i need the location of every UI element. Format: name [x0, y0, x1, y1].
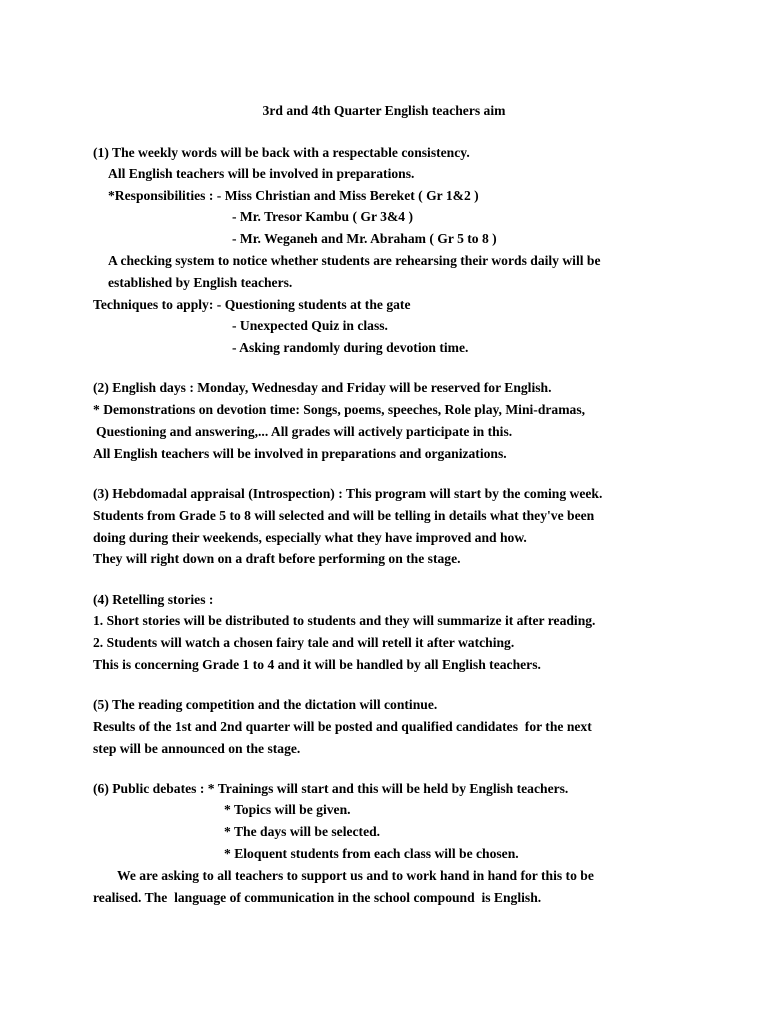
section3-line: Students from Grade 5 to 8 will selected and will be telling in details what they've been: [93, 508, 595, 523]
section5-line: Results of the 1st and 2nd quarter will be posted and qualified candidates for the next: [93, 719, 592, 734]
section6-item: * Eloquent students from each class will be chosen.: [224, 846, 519, 861]
closing-line: realised. The language of communication in the school compound is English.: [93, 890, 542, 905]
section3-line: doing during their weekends, especially what they have improved and how.: [93, 530, 527, 545]
section5-heading: (5) The reading competition and the dictation will continue.: [93, 697, 438, 712]
closing-line: We are asking to all teachers to support us and to work hand in hand for this to be: [117, 868, 594, 883]
document-title: 3rd and 4th Quarter English teachers aim: [262, 103, 506, 118]
section2-heading: (2) English days : Monday, Wednesday and Friday will be reserved for English.: [93, 380, 552, 395]
section1-responsibilities: *Responsibilities : - Miss Christian and Miss Bereket ( Gr 1&2 ): [108, 188, 479, 203]
section6-heading: (6) Public debates : * Trainings will start and this will be held by English teachers.: [93, 781, 569, 796]
section2-line: * Demonstrations on devotion time: Songs, poems, speeches, Role play, Mini-dramas,: [93, 402, 586, 417]
section3-heading: (3) Hebdomadal appraisal (Introspection) : This program will start by the coming week.: [93, 486, 603, 501]
section4-line: This is concerning Grade 1 to 4 and it will be handled by all English teachers.: [93, 657, 541, 672]
section1-heading: (1) The weekly words will be back with a respectable consistency.: [93, 145, 470, 160]
section1-techniques: Techniques to apply: - Questioning students at the gate: [93, 297, 411, 312]
section2-line: All English teachers will be involved in preparations and organizations.: [93, 446, 507, 461]
section6-item: * Topics will be given.: [224, 802, 351, 817]
section1-technique-item: - Unexpected Quiz in class.: [232, 318, 388, 333]
section1-responsibility-item: - Mr. Weganeh and Mr. Abraham ( Gr 5 to 8 ): [232, 231, 497, 246]
section1-line: All English teachers will be involved in preparations.: [108, 166, 415, 181]
section1-checking-line: established by English teachers.: [108, 275, 293, 290]
section5-line: step will be announced on the stage.: [93, 741, 301, 756]
section1-checking-line: A checking system to notice whether students are rehearsing their words daily will be: [108, 253, 601, 268]
section1-technique-item: - Asking randomly during devotion time.: [232, 340, 469, 355]
section6-item: * The days will be selected.: [224, 824, 381, 839]
section4-line: 2. Students will watch a chosen fairy tale and will retell it after watching.: [93, 635, 515, 650]
section4-line: 1. Short stories will be distributed to students and they will summarize it after reading.: [93, 613, 596, 628]
section3-line: They will right down on a draft before performing on the stage.: [93, 551, 461, 566]
section2-line: Questioning and answering,... All grades will actively participate in this.: [96, 424, 513, 439]
section1-responsibility-item: - Mr. Tresor Kambu ( Gr 3&4 ): [232, 209, 413, 224]
section4-heading: (4) Retelling stories :: [93, 592, 214, 607]
